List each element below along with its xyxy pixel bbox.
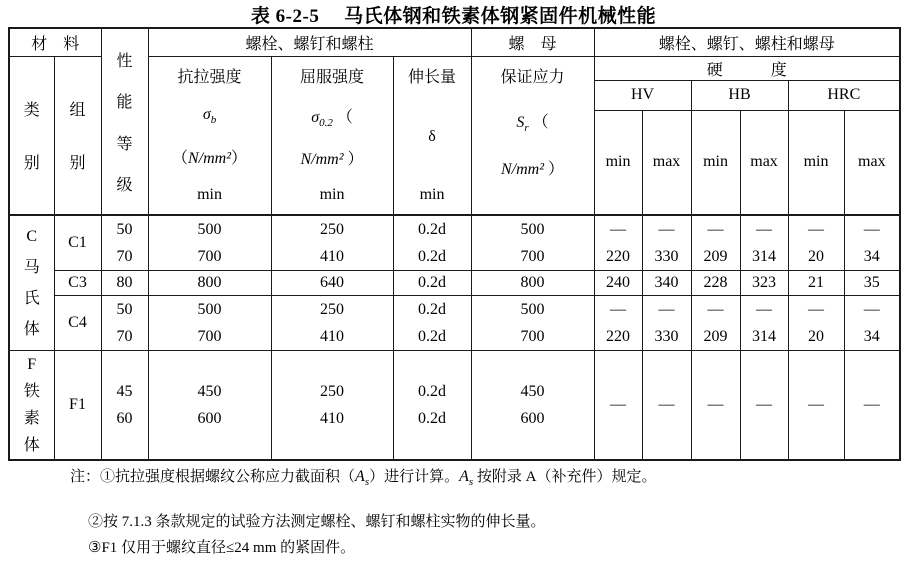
header-hv: HV [594, 80, 691, 110]
proof-unit: N/mm² ） [501, 161, 565, 179]
cell-group: C4 [54, 296, 101, 351]
header-tensile-strength [148, 56, 271, 215]
cell-hv-max: — 330 [642, 296, 691, 351]
category-label: 类 别 [23, 102, 40, 173]
cell-proof: 450 600 [471, 351, 594, 461]
table-row [9, 271, 900, 296]
cell-hrc-min: — [788, 351, 844, 461]
header-hb: HB [691, 80, 788, 110]
group-label: 组 别 [69, 102, 86, 173]
header-hardness: 硬 度 [594, 56, 900, 80]
cell-tensile: 500 700 [148, 215, 271, 271]
cell-proof: 800 [471, 271, 594, 296]
cell-group: F1 [54, 351, 101, 461]
cell-hv-min: — 220 [594, 296, 642, 351]
cell-hrc-max: — 34 [844, 296, 900, 351]
cell-hrc-max: — 34 [844, 215, 900, 271]
header-category [9, 56, 54, 215]
hv-min-label: min [594, 110, 642, 215]
tensile-symbol: $\sigma_b$ [202, 105, 217, 127]
cell-elongation: 0.2d 0.2d [393, 351, 471, 461]
cell-group: C3 [54, 271, 101, 296]
header-bolts-and-nuts: 螺栓、螺钉、螺柱和螺母 [594, 28, 900, 56]
cell-hv-min: — [594, 351, 642, 461]
header-nut: 螺 母 [471, 28, 594, 56]
cell-yield: 250 410 [271, 296, 393, 351]
cell-hb-min: — [691, 351, 740, 461]
cell-hv-max: 340 [642, 271, 691, 296]
cell-hv-max: — [642, 351, 691, 461]
cell-grade: 50 70 [101, 296, 148, 351]
cell-proof: 500 700 [471, 215, 594, 271]
cell-hrc-max: — [844, 351, 900, 461]
cell-group: C1 [54, 215, 101, 271]
yield-symbol: $\sigma_{0.2}$ （ [311, 109, 353, 130]
tensile-title: 抗拉强度 [177, 69, 242, 87]
cell-tensile: 450 600 [148, 351, 271, 461]
header-yield-strength [271, 56, 393, 215]
yield-min: min [319, 186, 345, 204]
hrc-max-label: max [844, 110, 900, 215]
table-row [9, 215, 900, 271]
cell-hrc-min: — 20 [788, 296, 844, 351]
cell-yield: 640 [271, 271, 393, 296]
yield-title: 屈服强度 [300, 69, 365, 87]
cell-yield: 250 410 [271, 351, 393, 461]
cell-hb-min: 228 [691, 271, 740, 296]
elongation-title: 伸长量 [408, 69, 457, 87]
table-row [9, 296, 900, 351]
header-row-1 [9, 28, 900, 56]
cell-hb-max: 323 [740, 271, 788, 296]
cell-hrc-max: 35 [844, 271, 900, 296]
note-2: ②按 7.1.3 条款规定的试验方法测定螺栓、螺钉和螺柱实物的伸长量。 [88, 514, 546, 530]
cell-hv-min: — 220 [594, 215, 642, 271]
table-notes [70, 466, 657, 559]
hrc-min-label: min [788, 110, 844, 215]
header-material: 材 料 [9, 28, 101, 56]
cell-tensile: 800 [148, 271, 271, 296]
elongation-min: min [419, 186, 445, 204]
cell-category-martensitic: C 马 氏 体 [9, 215, 54, 351]
cell-yield: 250 410 [271, 215, 393, 271]
note-label: 注： [70, 469, 101, 485]
cell-elongation: 0.2d 0.2d [393, 296, 471, 351]
note-3: ③F1 仅用于螺纹直径≤24 mm 的紧固件。 [88, 540, 356, 556]
page-title: 表 6-2-5 马氏体钢和铁素体钢紧固件机械性能 [250, 6, 657, 27]
proof-title: 保证应力 [500, 69, 565, 87]
grade-label: 性 能 等 级 [116, 52, 133, 195]
header-group [54, 56, 101, 215]
header-performance-grade [101, 28, 148, 215]
header-hrc: HRC [788, 80, 900, 110]
cell-hv-max: — 330 [642, 215, 691, 271]
cell-hb-max: — [740, 351, 788, 461]
cell-tensile: 500 700 [148, 296, 271, 351]
elongation-symbol: δ [428, 127, 436, 145]
table-row [9, 351, 900, 461]
header-elongation [393, 56, 471, 215]
hv-max-label: max [642, 110, 691, 215]
yield-unit: N/mm² ） [300, 151, 364, 169]
cell-hb-max: — 314 [740, 215, 788, 271]
cell-proof: 500 700 [471, 296, 594, 351]
hb-max-label: max [740, 110, 788, 215]
cell-elongation: 0.2d [393, 271, 471, 296]
cell-elongation: 0.2d 0.2d [393, 215, 471, 271]
cell-hrc-min: 21 [788, 271, 844, 296]
note-1: 注：①抗拉强度根据螺纹公称应力截面积$(A_s)$进行计算。$A_s$ 按附录 A（补充件）规定。 [70, 468, 657, 488]
cell-grade: 45 60 [101, 351, 148, 461]
cell-hb-min: — 209 [691, 215, 740, 271]
cell-grade: 50 70 [101, 215, 148, 271]
mechanical-properties-table [8, 27, 901, 461]
cell-hb-min: — 209 [691, 296, 740, 351]
cell-hv-min: 240 [594, 271, 642, 296]
header-bolts-screws-studs: 螺栓、螺钉和螺柱 [148, 28, 471, 56]
cell-hrc-min: — 20 [788, 215, 844, 271]
hb-min-label: min [691, 110, 740, 215]
tensile-min: min [197, 186, 222, 204]
cell-category-ferritic: F 铁 素 体 [9, 351, 54, 461]
cell-hb-max: — 314 [740, 296, 788, 351]
cell-grade: 80 [101, 271, 148, 296]
header-proof-stress [471, 56, 594, 215]
proof-symbol: $S_r$ （ [516, 114, 549, 135]
tensile-unit: （N/mm²） [171, 149, 248, 167]
